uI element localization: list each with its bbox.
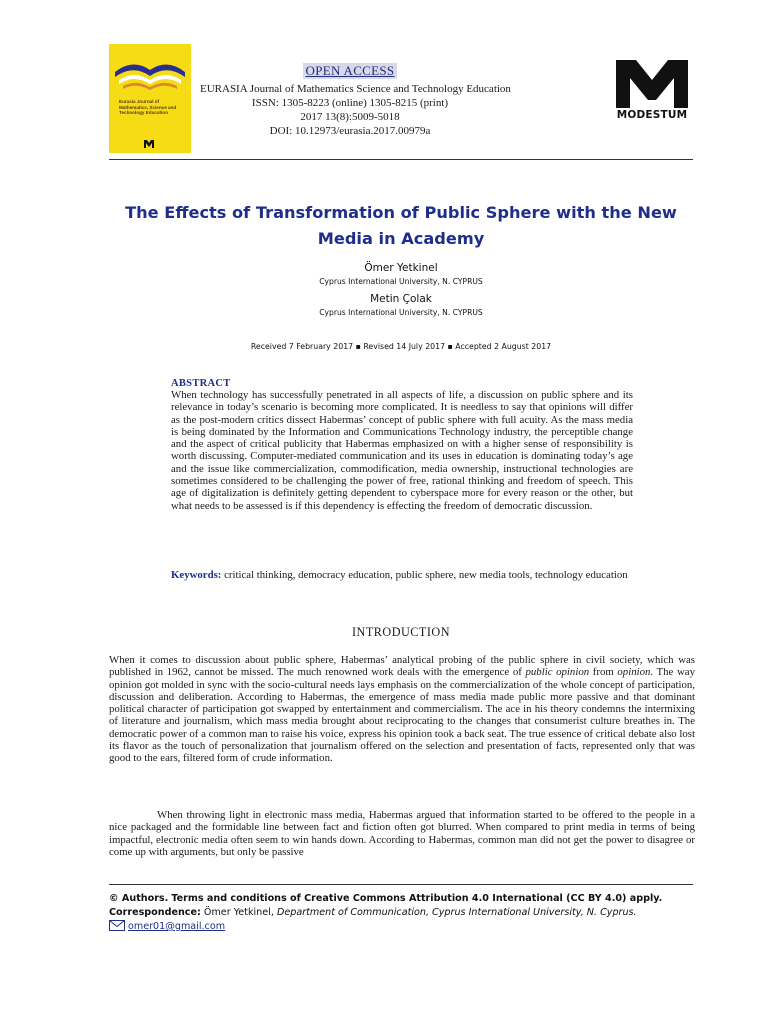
email-line <box>109 920 699 934</box>
header-divider <box>109 159 693 160</box>
license-text: Terms and conditions of Creative Commons Attribution 4.0 International (CC BY 4.0) apply. <box>171 893 663 904</box>
abstract-section <box>171 378 633 512</box>
author-affiliation-2: Cyprus International University, N. CYPRUS <box>319 308 483 317</box>
intro-paragraph-1 <box>109 654 695 765</box>
footer <box>109 892 699 934</box>
intro-p1-text-b: from <box>589 666 618 679</box>
correspondence-line <box>109 906 699 920</box>
license-line <box>109 892 699 906</box>
license-label: © Authors. <box>109 893 169 904</box>
author-name-2: Metin Çolak <box>370 293 432 305</box>
introduction-heading: INTRODUCTION <box>351 625 451 639</box>
intro-p1-text-c: . The way opinion got molded in sync with the socio-cultural needs lays emphasis on the commercialization of the whole concept of participation, discussion and deliberation. According to Habermas, the emergence of mass media made public more passive and that dominant political character of participation got swapped by entertainment and commercialism. The ace in his theory condemns the intermixing of literature and journalism, which mass media brought about reciprocating to the changes that consumerist culture breathes in. The democratic power of a common man to raise his voice, express his opinion took a back seat. The true essence of critical debate also lost its flavor as the touch of personalization that journalism offered on the selection and presentation of facts, represented only that was good to the ears, filtered form of crude information. <box>109 666 695 765</box>
correspondence-label: Correspondence: <box>109 907 201 918</box>
journal-info <box>200 60 511 138</box>
correspondence-name: Ömer Yetkinel, <box>203 907 274 918</box>
email-link[interactable]: omer01@gmail.com <box>128 921 226 932</box>
footer-divider <box>109 884 693 885</box>
journal-name: EURASIA Journal of Mathematics Science and Technology Education <box>200 83 511 95</box>
publisher-brand <box>614 60 690 121</box>
volume-pages: 2017 13(8):5009-5018 <box>300 111 400 123</box>
intro-p1-emphasis-1: public opinion <box>525 666 590 679</box>
article-dates: Received 7 February 2017 ▪ Revised 14 July 2017 ▪ Accepted 2 August 2017 <box>250 342 552 351</box>
journal-cover-thumbnail <box>109 44 191 153</box>
intro-paragraph-2: When throwing light in electronic mass media, Habermas argued that information started to be offered to the people in a nice packaged and the formidable line between fact and fiction often got blurred. When compared to print media in terms of being impactful, electronic media often seem to win hands down. According to Habermas, common man did not get the power to disagree or come up with arguments, but only be passive <box>109 809 695 858</box>
abstract-text: When technology has successfully penetrated in all aspects of life, a discussion on public sphere and its relevance in today’s scenario is becoming more complicated. It is needless to say that opinions will differ as the post-modern critics dissect Habermas’ concept of public sphere with full acuity. As the mass media is being dominated by the Information and Communications Technology industry, the perceptible change and the aspect of critical publicity that Habermas emphasized on with a higher sense of responsibility is worth discussing. Computer-mediated communication and its uses in education is dominating today’s age and the issue like commercialization, commodification, media ownership, instructional technologies are sometimes considered to be challenging the power of free, rational thinking and freedom of speech. This age of digitalization is definitely getting dependent to cyberspace more for every reason or the other, but what needs to be assessed is if this dependency is effecting the freedom of democratic discussion. <box>171 389 633 512</box>
author-name-1: Ömer Yetkinel <box>364 262 438 274</box>
article-title: The Effects of Transformation of Public Sphere with the New Media in Academy <box>125 203 677 248</box>
mail-icon <box>109 920 125 931</box>
correspondence-department: Department of Communication, Cyprus International University, N. Cyprus. <box>276 907 637 918</box>
author-affiliation-1: Cyprus International University, N. CYPRUS <box>319 277 483 286</box>
doi: DOI: 10.12973/eurasia.2017.00979a <box>269 125 431 137</box>
publisher-name: MODESTUM <box>616 109 688 121</box>
open-access-badge[interactable]: OPEN ACCESS <box>303 63 398 79</box>
modestum-logo-icon <box>616 60 688 108</box>
intro-p1-text-a: When it comes to discussion about public sphere, Habermas’ analytical probing of the public sphere in civil society, which was published in 1962, cannot be missed. The much renowned work deals with the emergence of <box>109 654 695 679</box>
keywords-label: Keywords: <box>171 569 222 581</box>
keywords <box>171 569 633 581</box>
issn: ISSN: 1305-8223 (online) 1305-8215 (print) <box>251 97 449 109</box>
intro-p1-emphasis-2: opinion <box>617 666 651 679</box>
cover-publisher-logo <box>144 140 154 148</box>
cover-title: Eurasia Journal of Mathematics, Science and Technology Education <box>119 99 177 116</box>
keywords-list: critical thinking, democracy education, public sphere, new media tools, technology education <box>224 569 628 581</box>
abstract-heading: ABSTRACT <box>171 378 231 389</box>
